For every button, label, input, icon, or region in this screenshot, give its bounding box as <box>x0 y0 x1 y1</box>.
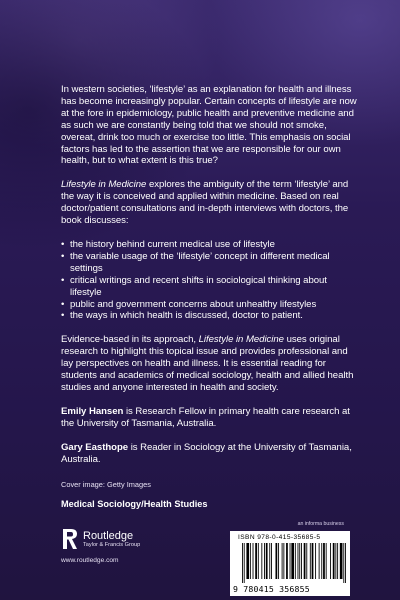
barcode-bar <box>335 543 336 579</box>
isbn-label: ISBN 978-0-415-35685-5 <box>238 534 321 541</box>
intro-paragraph: In western societies, ‘lifestyle’ as an explanation for health and illness has become increasingly popular. Certain concepts of lifestyle are now at the fore in epidemiology, public health and preventive medicine and as such we are constantly being told that we should not smoke, overeat, drink too much or exercise too little. This emphasis on social factors has led to the assertion that we are responsible for our own health, but to what extent is this true? <box>61 84 357 167</box>
barcode-bar <box>250 543 251 579</box>
author-name: Emily Hansen <box>61 405 124 417</box>
barcode-bar <box>319 543 320 579</box>
list-item: • the history behind current medical use of lifestyle <box>61 238 275 250</box>
barcode-bar <box>264 543 265 579</box>
barcode-bar <box>299 543 300 579</box>
routledge-logo-icon <box>61 527 79 551</box>
list-item: • the variable usage of the ‘lifestyle’ concept in different medical settings <box>61 250 330 274</box>
barcode-bar <box>301 543 302 579</box>
barcode-bar <box>255 543 257 579</box>
barcode-bar <box>244 543 245 583</box>
description-paragraph <box>61 179 357 227</box>
barcode-bar <box>271 543 272 579</box>
author-name: Gary Easthope <box>61 441 129 453</box>
publisher-group: Taylor & Francis Group <box>83 541 141 548</box>
barcode-bar <box>283 543 284 579</box>
barcode-bar <box>266 543 268 579</box>
barcode-bar <box>290 543 291 579</box>
barcode-bar <box>282 543 283 579</box>
barcode-bar <box>306 543 307 579</box>
barcode-bar <box>315 543 316 579</box>
barcode-box <box>230 531 350 596</box>
topics-list <box>61 239 357 322</box>
author-bio: Gary Easthope is Reader in Sociology at the University of Tasmania, Australia. <box>61 441 352 465</box>
informa-tagline: an informa business <box>297 521 344 527</box>
barcode-bar <box>340 543 343 579</box>
list-item: • public and government concerns about unhealthy lifestyles <box>61 298 317 310</box>
barcode-bar <box>304 543 306 579</box>
barcode-bar <box>337 543 338 579</box>
publisher-name: Routledge <box>83 529 134 542</box>
barcode-bar <box>246 543 249 579</box>
blurb <box>61 84 357 510</box>
barcode-bar <box>333 543 335 579</box>
description-text: explores the ambiguity of the term ‘lifestyle’ and the way it is conceived and applied within medicine. Based on real doctor/patient consultations and in-depth interviews with doctors, the book discusses: <box>61 179 349 227</box>
book-title-italic: Lifestyle in Medicine <box>198 334 284 346</box>
barcode-bar <box>298 543 299 579</box>
list-item: • critical writings and recent shifts in sociological thinking about lifestyle <box>61 274 327 298</box>
publisher-logo <box>61 527 140 551</box>
barcode-bar <box>253 543 254 579</box>
barcode-bar <box>275 543 277 579</box>
series-label: Medical Sociology/Health Studies <box>61 499 208 510</box>
barcode-bar <box>258 543 259 579</box>
barcode-bar <box>242 543 243 583</box>
barcode-bar <box>295 543 296 579</box>
barcode-bar <box>345 543 346 583</box>
author-bio: Emily Hansen is Research Fellow in primary health care research at the University of Tasmania, Australia. <box>61 405 350 429</box>
barcode-bar <box>321 543 322 579</box>
barcode-bar <box>312 543 314 579</box>
barcode-bar <box>291 543 294 579</box>
barcode-bar <box>269 543 270 579</box>
list-item: • the ways in which health is discussed, doctor to patient. <box>61 310 303 322</box>
barcode-bar <box>330 543 331 579</box>
book-title-italic: Lifestyle in Medicine <box>61 179 147 191</box>
barcode-bar <box>261 543 262 579</box>
barcode-bar <box>323 543 325 579</box>
barcode-bar <box>286 543 288 579</box>
barcode-digits: 9 780415 356855 <box>233 584 310 594</box>
barcode-icon <box>242 543 346 583</box>
barcode-bar <box>343 543 344 583</box>
evidence-paragraph: Evidence-based in its approach, Lifestyle in Medicine uses original research to highlight this topical issue and provides professional and lay perspectives on health and illness. It is essential reading for students and academics of medical sociology, health and allied health studies and anyone interested in health and society. <box>61 334 354 393</box>
barcode-bar <box>326 543 327 579</box>
publisher-url: www.routledge.com <box>61 557 119 564</box>
barcode-bar <box>278 543 279 579</box>
cover-credit: Cover image: Getty Images <box>61 480 151 490</box>
barcode-bar <box>310 543 311 579</box>
